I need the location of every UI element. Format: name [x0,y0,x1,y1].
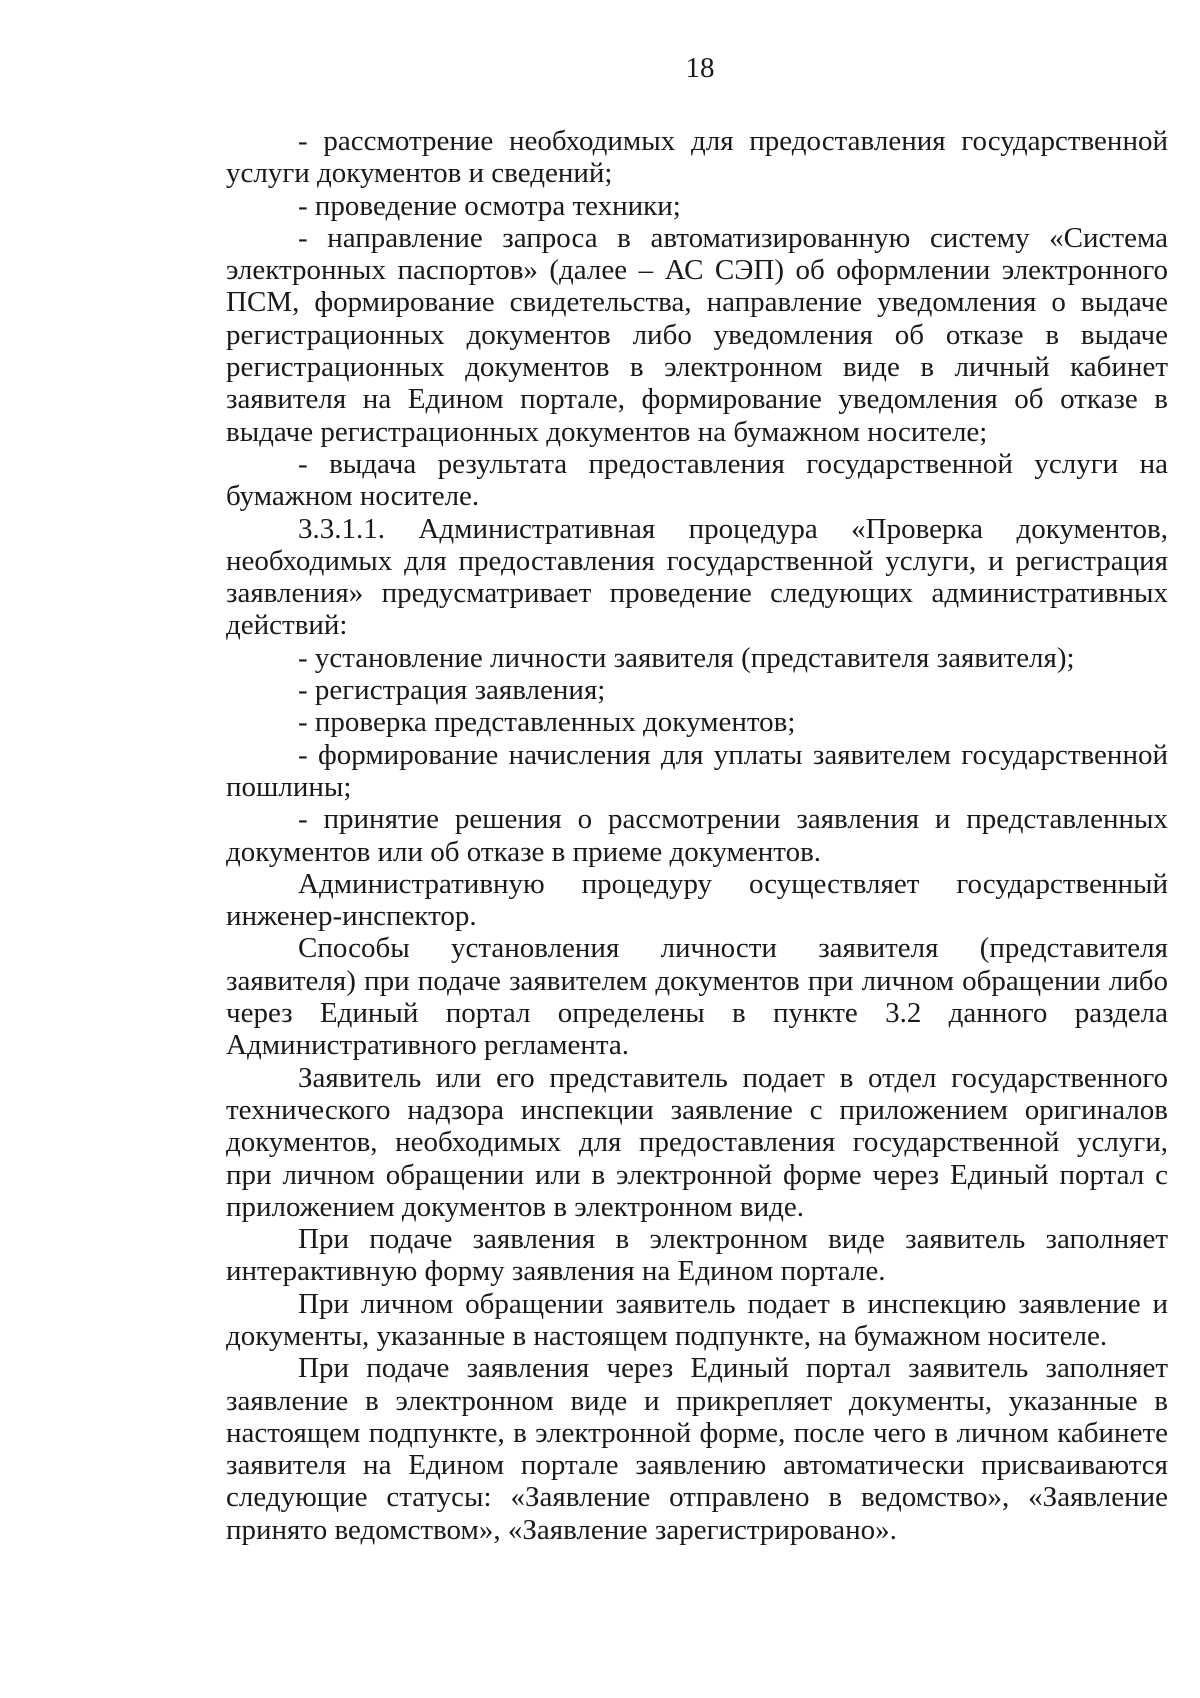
paragraph: При подаче заявления в электронном виде заявитель заполняет интерактивную форму заявления на Едином портале. [226,1223,1168,1288]
page-number: 18 [685,52,715,84]
paragraph: - принятие решения о рассмотрении заявления и представленных документов или об отказе в приеме документов. [226,803,1168,868]
paragraph: - проведение осмотра техники; [298,189,681,222]
paragraph: - выдача результата предоставления государственной услуги на бумажном носителе. [226,447,1168,513]
paragraph: 3.3.1.1. Административная процедура «Проверка документов, необходимых для предоставления государственной услуги, и регистрация заявления» предусматривает проведение следующих административных действий: [226,512,1168,642]
paragraph: Заявитель или его представитель подает в отдел государственного технического надзора инспекции заявление с приложением оригиналов документов, необходимых для предоставления государственной услуги, при личном обращении или в электронной форме через Единый портал с приложением документов в электронном виде. [226,1061,1168,1223]
paragraph: Административную процедуру осуществляет государственный инженер-инспектор. [226,867,1168,933]
paragraph: При личном обращении заявитель подает в инспекцию заявление и документы, указанные в настоящем подпункте, на бумажном носителе. [226,1287,1168,1352]
paragraph: - установление личности заявителя (представителя заявителя); [298,641,1075,674]
paragraph: При подаче заявления через Единый портал заявитель заполняет заявление в электронном виде и прикрепляет документы, указанные в настоящем подпункте, в электронной форме, после чего в личном кабинете заявителя на Едином портале заявлению автоматически присваиваются следующие статусы: «Заявление отправлено в ведомство», «Заявление принято ведомством», «Заявление зарегистрировано». [226,1352,1168,1546]
paragraph: - формирование начисления для уплаты заявителем государственной пошлины; [226,738,1168,803]
paragraph: Способы установления личности заявителя (представителя заявителя) при подаче заявителем документов при личном обращении либо через Единый портал определены в пункте 3.2 данного раздела Административного регламента. [226,932,1168,1062]
paragraph: - направление запроса в автоматизированную систему «Система электронных паспортов» (далее – АС СЭП) об оформлении электронного ПСМ, формирование свидетельства, направление уведомления о выдаче регистрационных документов либо уведомления об отказе в выдаче регистрационных документов в электронном виде в личный кабинет заявителя на Едином портале, формирование уведомления об отказе в выдаче регистрационных документов на бумажном носителе; [226,221,1168,448]
paragraph: - регистрация заявления; [298,674,606,707]
paragraph: - проверка представленных документов; [298,706,796,739]
document-body [226,125,1168,1546]
paragraph: - рассмотрение необходимых для предоставления государственной услуги документов и сведений; [226,125,1168,190]
